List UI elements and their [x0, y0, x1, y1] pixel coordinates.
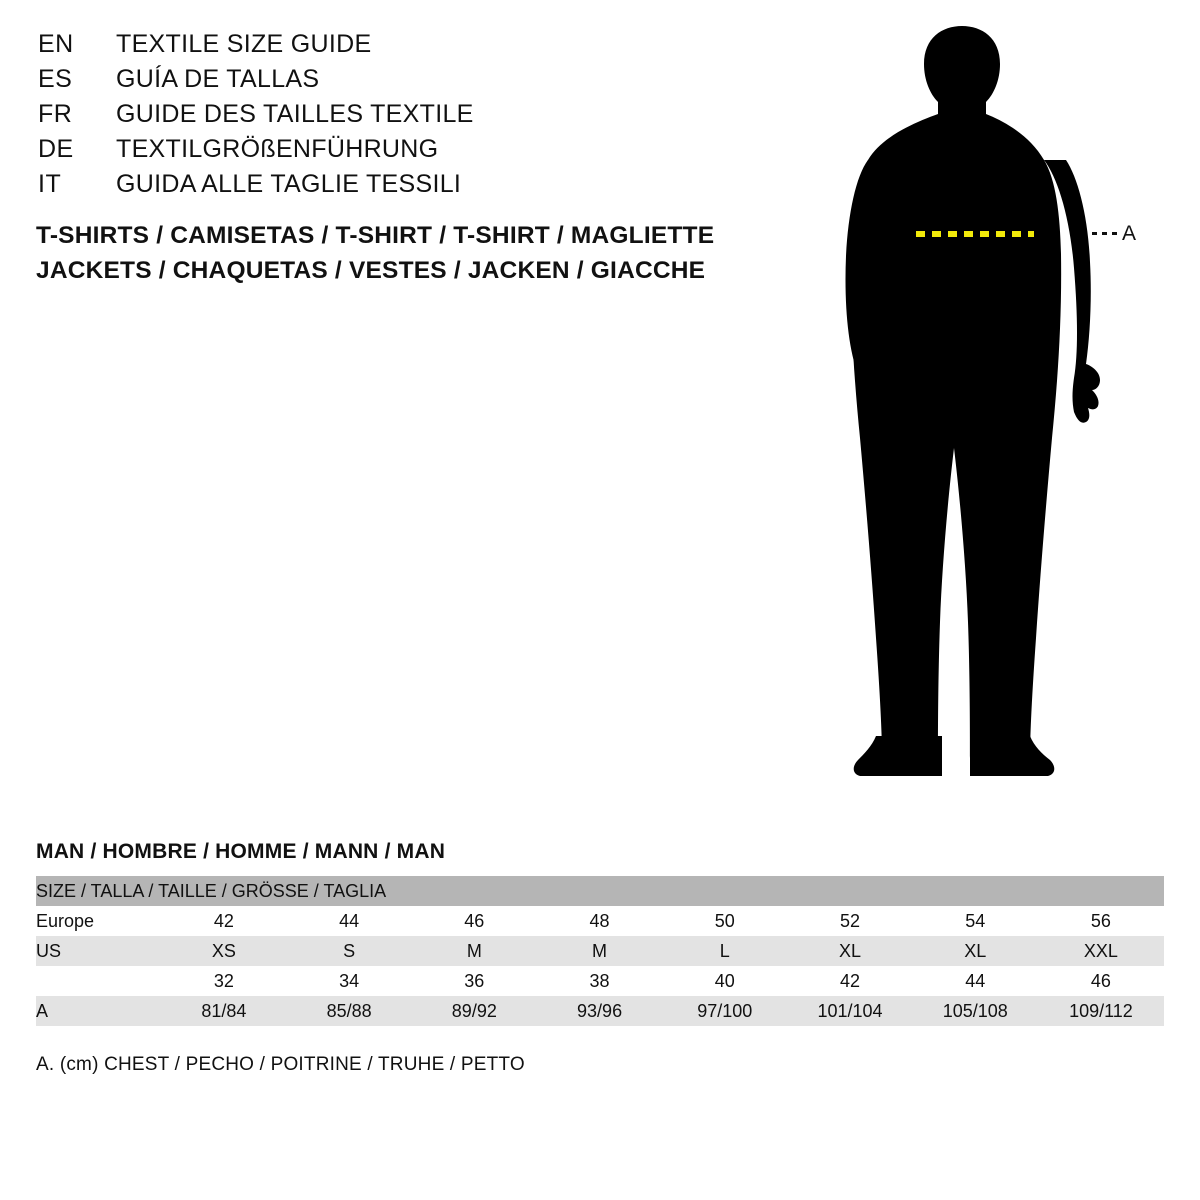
language-row	[38, 65, 738, 100]
man-silhouette-icon	[820, 18, 1180, 788]
language-code: EN	[38, 30, 74, 58]
cell-value: M	[537, 936, 662, 966]
cell-value: 52	[787, 906, 912, 936]
table-section-title: MAN / HOMBRE / HOMME / MANN / MAN	[36, 840, 446, 863]
size-table	[36, 876, 1164, 1026]
cell-value: 46	[1038, 966, 1164, 996]
language-row	[38, 170, 738, 205]
cell-value: XS	[161, 936, 286, 966]
cell-value: XL	[913, 936, 1038, 966]
cell-value: 40	[662, 966, 787, 996]
cell-value: 44	[286, 906, 411, 936]
cell-value: 54	[913, 906, 1038, 936]
cell-value: 42	[787, 966, 912, 996]
cell-value: 34	[286, 966, 411, 996]
cell-value: 109/112	[1038, 996, 1164, 1026]
cell-value: 48	[537, 906, 662, 936]
garment-category-tshirts: T-SHIRTS / CAMISETAS / T-SHIRT / T-SHIRT / MAGLIETTE	[36, 222, 715, 249]
row-label: US	[36, 936, 161, 966]
row-label	[36, 966, 161, 996]
table-row	[36, 996, 1164, 1026]
cell-value: 42	[161, 906, 286, 936]
language-row	[38, 30, 738, 65]
cell-value: 44	[913, 966, 1038, 996]
language-code: IT	[38, 170, 62, 198]
language-code: ES	[38, 65, 73, 93]
language-title: TEXTILGRÖßENFÜHRUNG	[116, 135, 439, 163]
cell-value: 97/100	[662, 996, 787, 1026]
language-row	[38, 135, 738, 170]
cell-value: 93/96	[537, 996, 662, 1026]
language-row	[38, 100, 738, 135]
cell-value: 32	[161, 966, 286, 996]
cell-value: 56	[1038, 906, 1164, 936]
language-code: DE	[38, 135, 74, 163]
language-title-list	[38, 30, 738, 205]
cell-value: 46	[412, 906, 537, 936]
measure-leader-dashes	[1092, 232, 1118, 235]
language-title: GUIDA ALLE TAGLIE TESSILI	[116, 170, 462, 198]
cell-value: 50	[662, 906, 787, 936]
table-header-label: SIZE / TALLA / TAILLE / GRÖSSE / TAGLIA	[36, 876, 1164, 906]
cell-value: 36	[412, 966, 537, 996]
cell-value: XXL	[1038, 936, 1164, 966]
table-header-row	[36, 876, 1164, 906]
cell-value: 38	[537, 966, 662, 996]
language-title: TEXTILE SIZE GUIDE	[116, 30, 372, 58]
table-row	[36, 906, 1164, 936]
table-row	[36, 966, 1164, 996]
cell-value: 101/104	[787, 996, 912, 1026]
table-footnote: A. (cm) CHEST / PECHO / POITRINE / TRUHE / PETTO	[36, 1054, 525, 1075]
cell-value: S	[286, 936, 411, 966]
body-silhouette-figure	[820, 18, 1180, 788]
cell-value: 85/88	[286, 996, 411, 1026]
language-code: FR	[38, 100, 73, 128]
cell-value: M	[412, 936, 537, 966]
language-title: GUÍA DE TALLAS	[116, 65, 320, 93]
table-row	[36, 936, 1164, 966]
language-title: GUIDE DES TAILLES TEXTILE	[116, 100, 474, 128]
garment-category-list	[36, 218, 756, 288]
garment-category-jackets: JACKETS / CHAQUETAS / VESTES / JACKEN / GIACCHE	[36, 257, 706, 284]
cell-value: L	[662, 936, 787, 966]
row-label: Europe	[36, 906, 161, 936]
cell-value: XL	[787, 936, 912, 966]
cell-value: 81/84	[161, 996, 286, 1026]
size-table-section	[36, 840, 1166, 1076]
cell-value: 89/92	[412, 996, 537, 1026]
measure-label-a: A	[1122, 222, 1137, 245]
row-label: A	[36, 996, 161, 1026]
cell-value: 105/108	[913, 996, 1038, 1026]
